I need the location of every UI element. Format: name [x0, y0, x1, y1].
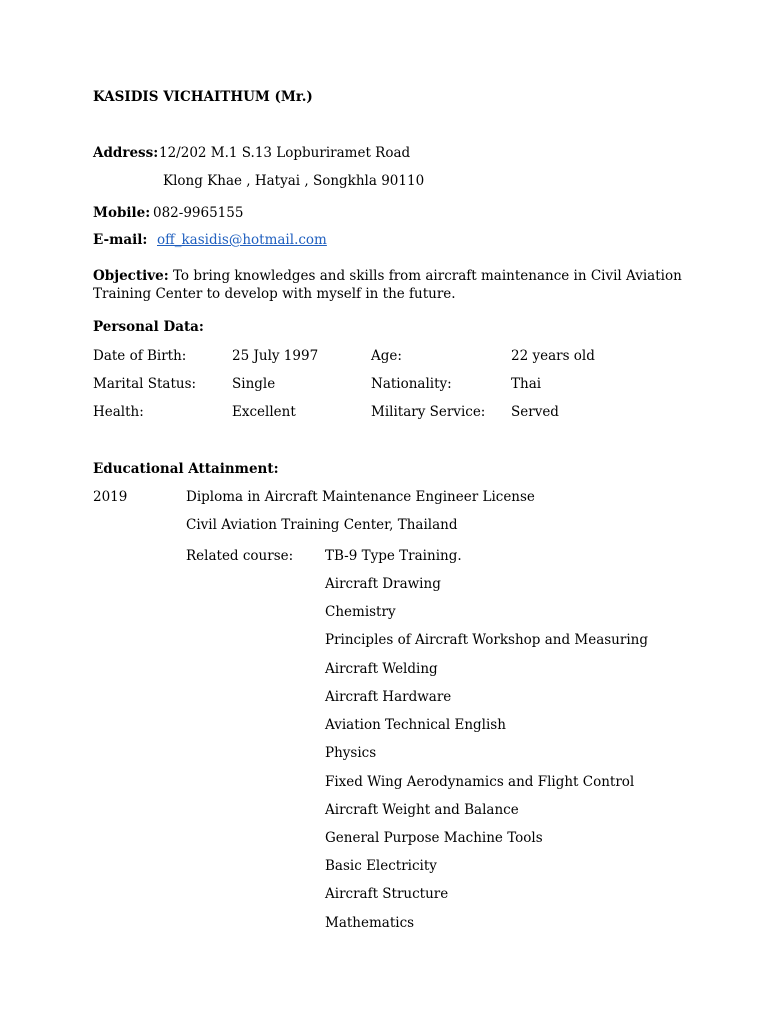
dob-label: Date of Birth: — [93, 348, 187, 364]
candidate-name: KASIDIS VICHAITHUM (Mr.) — [93, 89, 313, 105]
education-institution: Civil Aviation Training Center, Thailand — [186, 517, 458, 533]
education-year: 2019 — [93, 489, 128, 505]
course-item: Basic Electricity — [325, 858, 437, 874]
course-item: Aircraft Welding — [325, 661, 438, 677]
age-value: 22 years old — [511, 348, 595, 364]
marital-status-label: Marital Status: — [93, 376, 197, 392]
health-value: Excellent — [232, 404, 296, 420]
dob-value: 25 July 1997 — [232, 348, 319, 364]
personal-data-heading: Personal Data: — [93, 319, 204, 335]
course-item: Fixed Wing Aerodynamics and Flight Control — [325, 774, 635, 790]
objective-text: To bring knowledges and skills from aircraft maintenance in Civil Aviation Training Center to develop with myself in the future. — [93, 268, 682, 302]
course-item: Aircraft Hardware — [325, 689, 452, 705]
education-heading: Educational Attainment: — [93, 461, 279, 477]
nationality-label: Nationality: — [371, 376, 452, 392]
course-item: Aviation Technical English — [325, 717, 506, 733]
military-service-value: Served — [511, 404, 559, 420]
objective-label: Objective: — [93, 268, 169, 284]
course-item: TB-9 Type Training. — [325, 548, 462, 564]
course-item: General Purpose Machine Tools — [325, 830, 543, 846]
course-item: Aircraft Structure — [325, 886, 449, 902]
course-item: Aircraft Drawing — [325, 576, 441, 592]
address-line-2: Klong Khae , Hatyai , Songkhla 90110 — [163, 173, 425, 189]
military-service-label: Military Service: — [371, 404, 486, 420]
objective-paragraph — [93, 267, 693, 303]
course-item: Physics — [325, 745, 377, 761]
mobile-value: 082-9965155 — [153, 205, 244, 221]
address-label: Address: — [93, 145, 159, 161]
course-item: Principles of Aircraft Workshop and Measuring — [325, 632, 648, 648]
email-label: E-mail: — [93, 232, 148, 248]
age-label: Age: — [371, 348, 402, 364]
mobile-label: Mobile: — [93, 205, 151, 221]
marital-status-value: Single — [232, 376, 276, 392]
education-degree: Diploma in Aircraft Maintenance Engineer License — [186, 489, 535, 505]
course-item: Chemistry — [325, 604, 396, 620]
course-item: Mathematics — [325, 915, 415, 931]
related-course-label: Related course: — [186, 548, 294, 564]
email-link[interactable]: off_kasidis@hotmail.com — [157, 232, 327, 248]
address-line-1: 12/202 M.1 S.13 Lopburiramet Road — [159, 145, 411, 161]
nationality-value: Thai — [511, 376, 542, 392]
course-item: Aircraft Weight and Balance — [325, 802, 519, 818]
health-label: Health: — [93, 404, 144, 420]
